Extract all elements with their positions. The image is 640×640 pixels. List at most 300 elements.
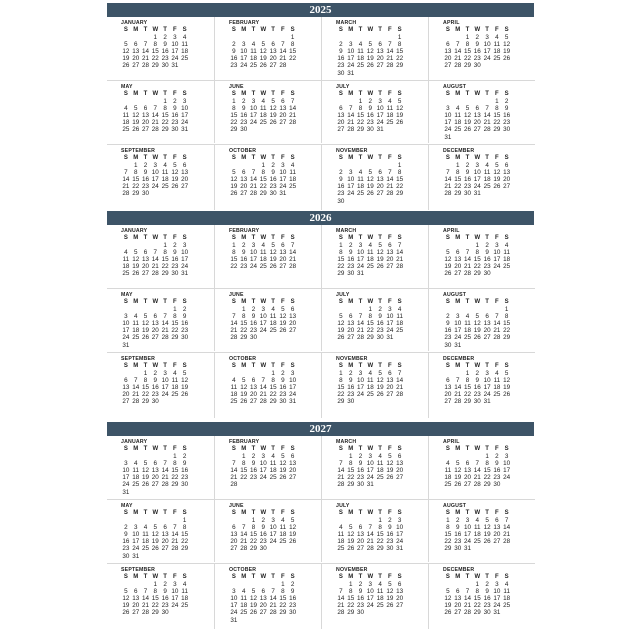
day-cell: 25 xyxy=(122,270,130,278)
month-days-table xyxy=(121,91,190,134)
empty-cell xyxy=(336,517,346,524)
day-cell: 24 xyxy=(483,55,491,63)
empty-cell xyxy=(365,198,375,205)
week-row xyxy=(336,306,405,313)
month-november-2026 xyxy=(321,352,428,418)
month-name: SEPTEMBER xyxy=(121,356,156,362)
weekday-header: T xyxy=(485,574,489,580)
empty-cell xyxy=(472,453,482,460)
day-cell: 15 xyxy=(463,384,471,392)
day-cell: 20 xyxy=(503,176,511,184)
empty-cell xyxy=(239,34,249,41)
day-cell: 7 xyxy=(358,313,363,321)
week-row xyxy=(121,460,190,467)
day-cell: 8 xyxy=(475,249,480,257)
day-cell: 17 xyxy=(249,112,257,120)
day-cell: 14 xyxy=(493,320,501,328)
weekday-header: W xyxy=(260,446,267,452)
month-name: JUNE xyxy=(229,292,244,298)
month-days-table xyxy=(443,363,512,406)
day-cell: 22 xyxy=(356,119,364,127)
empty-cell xyxy=(472,306,482,313)
empty-cell xyxy=(249,162,259,169)
empty-cell xyxy=(356,198,366,205)
weekday-header: T xyxy=(251,235,256,241)
day-cell: 12 xyxy=(454,467,462,475)
day-cell: 12 xyxy=(279,460,287,468)
day-cell: 8 xyxy=(358,105,363,113)
day-cell: 19 xyxy=(269,112,277,120)
day-cell: 8 xyxy=(173,313,177,321)
weekday-header: W xyxy=(152,510,159,516)
day-cell: 7 xyxy=(388,41,392,49)
day-cell: 19 xyxy=(171,176,179,184)
empty-cell xyxy=(375,34,385,41)
day-cell: 16 xyxy=(171,112,179,120)
day-cell: 27 xyxy=(269,62,277,70)
week-row xyxy=(229,62,298,69)
empty-cell xyxy=(385,609,395,616)
day-cell: 13 xyxy=(473,112,481,120)
day-cell: 17 xyxy=(181,256,189,264)
day-cell: 7 xyxy=(485,105,489,113)
weekday-header: T xyxy=(358,363,363,369)
day-cell: 6 xyxy=(143,105,148,113)
empty-cell xyxy=(385,34,395,41)
weekday-header: T xyxy=(378,363,382,369)
weekday-header: F xyxy=(281,363,285,369)
month-days-table xyxy=(229,299,298,342)
week-row xyxy=(121,453,190,460)
empty-cell xyxy=(288,481,298,488)
day-cell: 12 xyxy=(122,595,130,603)
day-cell: 30 xyxy=(337,69,345,77)
day-cell: 16 xyxy=(347,384,355,392)
month-september-2027 xyxy=(107,563,214,629)
week-row xyxy=(336,545,405,552)
day-cell: 15 xyxy=(279,595,287,603)
day-cell: 8 xyxy=(475,588,480,596)
day-cell: 5 xyxy=(368,41,373,49)
day-cell: 18 xyxy=(366,256,374,264)
day-cell: 1 xyxy=(133,162,138,170)
day-cell: 15 xyxy=(249,531,257,539)
day-cell: 20 xyxy=(249,391,257,399)
weekday-header: T xyxy=(251,155,256,161)
month-name: MAY xyxy=(121,84,133,90)
day-cell: 23 xyxy=(161,55,169,63)
week-row xyxy=(336,119,405,126)
day-cell: 6 xyxy=(281,98,285,106)
day-cell: 13 xyxy=(347,320,355,328)
empty-cell xyxy=(180,553,190,560)
day-cell: 11 xyxy=(122,112,130,120)
week-row xyxy=(443,105,512,112)
day-cell: 10 xyxy=(366,460,374,468)
weekday-header: S xyxy=(397,27,402,33)
empty-cell xyxy=(375,609,385,616)
day-cell: 21 xyxy=(289,112,297,120)
weekday-header: S xyxy=(397,574,402,580)
day-cell: 3 xyxy=(281,162,285,170)
week-row xyxy=(121,398,190,405)
day-cell: 21 xyxy=(454,55,462,63)
year-header: 2026 xyxy=(107,211,534,225)
day-cell: 7 xyxy=(455,377,460,385)
empty-cell xyxy=(278,481,288,488)
day-cell: 17 xyxy=(356,256,364,264)
month-name: SEPTEMBER xyxy=(121,148,156,154)
weekday-header: T xyxy=(143,574,148,580)
month-may-2027 xyxy=(107,499,214,562)
day-cell: 9 xyxy=(232,48,236,56)
empty-cell xyxy=(150,98,160,105)
day-cell: 9 xyxy=(504,105,509,113)
day-cell: 20 xyxy=(181,176,189,184)
empty-cell xyxy=(170,342,180,349)
day-cell: 14 xyxy=(473,467,481,475)
weekday-header: T xyxy=(378,27,382,33)
week-row xyxy=(121,98,190,105)
day-cell: 18 xyxy=(181,595,189,603)
empty-cell xyxy=(395,126,405,133)
empty-cell xyxy=(170,489,180,496)
day-cell: 4 xyxy=(182,34,187,42)
day-cell: 19 xyxy=(396,112,404,120)
month-march-2026 xyxy=(321,225,428,288)
day-cell: 25 xyxy=(240,609,248,617)
day-cell: 18 xyxy=(503,595,511,603)
weekday-header: F xyxy=(281,155,285,161)
week-row xyxy=(121,256,190,263)
month-days-table xyxy=(336,299,405,342)
day-cell: 30 xyxy=(337,197,345,205)
day-cell: 10 xyxy=(376,105,384,113)
month-july-2027 xyxy=(321,499,428,562)
day-cell: 5 xyxy=(504,370,509,378)
day-cell: 1 xyxy=(485,453,489,461)
day-cell: 18 xyxy=(141,538,149,546)
weekday-header: T xyxy=(378,510,382,516)
day-cell: 21 xyxy=(279,55,287,63)
day-cell: 18 xyxy=(337,538,345,546)
empty-cell xyxy=(131,581,141,588)
week-row xyxy=(443,531,512,538)
day-cell: 16 xyxy=(337,55,345,63)
day-cell: 31 xyxy=(171,62,179,70)
day-cell: 15 xyxy=(141,384,149,392)
day-cell: 2 xyxy=(290,581,295,589)
week-row xyxy=(336,398,405,405)
day-cell: 15 xyxy=(493,112,501,120)
day-cell: 15 xyxy=(259,176,267,184)
month-days-table xyxy=(336,155,405,205)
week-row xyxy=(443,588,512,595)
month-days-table xyxy=(229,446,298,489)
day-cell: 26 xyxy=(386,474,394,482)
day-cell: 11 xyxy=(503,249,510,257)
weekday-header: T xyxy=(358,27,363,33)
day-cell: 23 xyxy=(347,263,355,271)
weekday-header: T xyxy=(378,446,382,452)
week-row xyxy=(121,524,190,531)
day-cell: 5 xyxy=(261,41,266,49)
day-cell: 16 xyxy=(240,256,248,264)
day-cell: 2 xyxy=(368,98,373,106)
day-cell: 17 xyxy=(122,327,130,335)
day-cell: 3 xyxy=(271,517,275,525)
day-cell: 4 xyxy=(368,242,373,250)
month-name: MAY xyxy=(121,503,133,509)
weekday-header: T xyxy=(465,363,470,369)
day-cell: 21 xyxy=(230,474,238,482)
day-cell: 28 xyxy=(396,391,404,399)
day-cell: 13 xyxy=(240,176,248,184)
day-cell: 4 xyxy=(368,370,373,378)
day-cell: 23 xyxy=(473,55,481,63)
day-cell: 30 xyxy=(356,609,364,617)
weekday-header: T xyxy=(485,91,489,97)
day-cell: 6 xyxy=(397,453,402,461)
day-cell: 26 xyxy=(259,62,267,70)
weekday-header: S xyxy=(338,27,343,33)
month-name: JANUARY xyxy=(121,20,148,26)
day-cell: 23 xyxy=(249,327,257,335)
day-cell: 30 xyxy=(240,126,248,134)
day-cell: 20 xyxy=(386,384,394,392)
day-cell: 21 xyxy=(347,119,355,127)
day-cell: 18 xyxy=(181,48,189,56)
empty-cell xyxy=(121,98,131,105)
day-cell: 25 xyxy=(463,334,471,342)
day-cell: 8 xyxy=(163,105,167,113)
day-cell: 1 xyxy=(475,581,480,589)
day-cell: 13 xyxy=(181,169,189,177)
day-cell: 29 xyxy=(396,62,404,70)
day-cell: 11 xyxy=(181,41,188,49)
day-cell: 17 xyxy=(493,595,501,603)
day-cell: 29 xyxy=(473,270,481,278)
empty-cell xyxy=(482,190,492,197)
day-cell: 9 xyxy=(271,169,275,177)
weekday-header: F xyxy=(388,155,392,161)
week-row xyxy=(121,41,190,48)
weekday-header: M xyxy=(241,235,247,241)
day-cell: 29 xyxy=(259,190,267,198)
day-cell: 17 xyxy=(483,48,491,56)
day-cell: 17 xyxy=(366,595,374,603)
week-row xyxy=(443,270,512,277)
empty-cell xyxy=(258,617,268,624)
day-cell: 15 xyxy=(240,467,248,475)
weekday-header: S xyxy=(445,446,450,452)
day-cell: 18 xyxy=(396,320,404,328)
day-cell: 2 xyxy=(358,453,363,461)
month-february-2025 xyxy=(214,17,321,80)
day-cell: 3 xyxy=(465,517,470,525)
day-cell: 11 xyxy=(279,524,287,532)
month-days-table xyxy=(443,510,512,553)
day-cell: 19 xyxy=(493,176,501,184)
day-cell: 8 xyxy=(281,588,285,596)
day-cell: 8 xyxy=(504,313,509,321)
empty-cell xyxy=(502,270,512,277)
weekday-header: S xyxy=(123,446,128,452)
day-cell: 16 xyxy=(483,595,491,603)
week-row xyxy=(121,34,190,41)
week-row xyxy=(229,517,298,524)
day-cell: 20 xyxy=(347,327,355,335)
day-cell: 14 xyxy=(249,176,257,184)
day-cell: 9 xyxy=(475,41,480,49)
day-cell: 14 xyxy=(347,112,355,120)
day-cell: 22 xyxy=(259,183,267,191)
weekday-header: M xyxy=(455,363,461,369)
weekday-header: S xyxy=(504,155,509,161)
week-row xyxy=(443,41,512,48)
week-row xyxy=(443,249,512,256)
day-cell: 30 xyxy=(444,341,452,349)
weekday-header: T xyxy=(271,299,275,305)
weekday-header: F xyxy=(495,155,499,161)
day-cell: 7 xyxy=(339,460,343,468)
week-row xyxy=(229,460,298,467)
day-cell: 11 xyxy=(260,249,267,257)
day-cell: 27 xyxy=(240,190,248,198)
weekday-header: W xyxy=(474,446,481,452)
month-name: AUGUST xyxy=(443,292,467,298)
day-cell: 23 xyxy=(493,474,501,482)
day-cell: 25 xyxy=(122,126,130,134)
week-row xyxy=(443,242,512,249)
day-cell: 1 xyxy=(378,517,382,525)
week-row xyxy=(336,320,405,327)
day-cell: 24 xyxy=(259,474,267,482)
weekday-header: F xyxy=(281,446,285,452)
month-december-2027 xyxy=(428,563,535,629)
weekday-header: T xyxy=(163,510,167,516)
day-cell: 26 xyxy=(171,183,179,191)
month-april-2025 xyxy=(428,17,535,80)
weekday-header: S xyxy=(397,363,402,369)
weekday-header: T xyxy=(485,510,489,516)
month-december-2025 xyxy=(428,144,535,210)
month-name: AUGUST xyxy=(443,503,467,509)
day-cell: 23 xyxy=(230,62,238,70)
day-cell: 20 xyxy=(289,320,297,328)
week-row xyxy=(336,581,405,588)
day-cell: 15 xyxy=(396,176,404,184)
day-cell: 11 xyxy=(122,256,130,264)
month-october-2026 xyxy=(214,352,321,418)
weekday-header: W xyxy=(367,299,374,305)
day-cell: 2 xyxy=(232,41,236,49)
day-cell: 25 xyxy=(132,481,140,489)
month-name: NOVEMBER xyxy=(336,356,368,362)
week-row xyxy=(121,270,190,277)
day-cell: 10 xyxy=(171,588,179,596)
month-august-2025 xyxy=(428,80,535,143)
day-cell: 19 xyxy=(122,55,130,63)
empty-cell xyxy=(453,242,463,249)
day-cell: 24 xyxy=(347,62,355,70)
day-cell: 2 xyxy=(261,517,266,525)
day-cell: 26 xyxy=(122,62,130,70)
weekday-header: F xyxy=(173,363,177,369)
day-cell: 2 xyxy=(455,517,460,525)
weekday-header: S xyxy=(182,574,187,580)
day-cell: 17 xyxy=(151,176,159,184)
week-row xyxy=(121,370,190,377)
day-cell: 16 xyxy=(249,320,257,328)
week-row xyxy=(336,609,405,616)
weekday-header: T xyxy=(485,235,489,241)
empty-cell xyxy=(150,306,160,313)
day-cell: 1 xyxy=(446,517,450,525)
weekday-header: S xyxy=(231,574,236,580)
day-cell: 26 xyxy=(181,391,189,399)
day-cell: 22 xyxy=(337,391,345,399)
day-cell: 14 xyxy=(463,256,471,264)
day-cell: 18 xyxy=(366,384,374,392)
day-cell: 1 xyxy=(290,34,295,42)
empty-cell xyxy=(336,162,346,169)
day-cell: 20 xyxy=(396,467,404,475)
day-cell: 10 xyxy=(483,377,491,385)
empty-cell xyxy=(365,70,375,77)
day-cell: 1 xyxy=(163,98,167,106)
day-cell: 25 xyxy=(473,538,481,546)
day-cell: 20 xyxy=(473,119,481,127)
day-cell: 18 xyxy=(240,602,248,610)
weekday-header: S xyxy=(504,446,509,452)
day-cell: 26 xyxy=(503,55,511,63)
week-row xyxy=(336,334,405,341)
day-cell: 11 xyxy=(493,41,501,49)
day-cell: 7 xyxy=(271,588,275,596)
day-cell: 31 xyxy=(376,126,384,134)
day-cell: 31 xyxy=(454,341,462,349)
day-cell: 12 xyxy=(444,595,452,603)
week-row xyxy=(229,467,298,474)
weekday-header: S xyxy=(445,235,450,241)
day-cell: 5 xyxy=(397,98,402,106)
day-cell: 24 xyxy=(463,538,471,546)
day-cell: 1 xyxy=(368,306,373,314)
empty-cell xyxy=(150,553,160,560)
day-cell: 31 xyxy=(356,270,364,278)
day-cell: 27 xyxy=(493,538,501,546)
day-cell: 1 xyxy=(397,162,402,170)
day-cell: 5 xyxy=(475,313,480,321)
week-row xyxy=(121,609,190,616)
day-cell: 22 xyxy=(473,263,481,271)
weekday-header: S xyxy=(231,299,236,305)
day-cell: 16 xyxy=(171,256,179,264)
weekday-header: S xyxy=(504,27,509,33)
day-cell: 5 xyxy=(446,588,450,596)
empty-cell xyxy=(492,270,502,277)
day-cell: 16 xyxy=(473,48,481,56)
month-days-table xyxy=(336,574,405,617)
day-cell: 27 xyxy=(356,545,364,553)
weekday-header: T xyxy=(143,299,148,305)
weekday-header: S xyxy=(290,363,295,369)
empty-cell xyxy=(249,126,259,133)
weekday-header: M xyxy=(133,446,139,452)
week-row xyxy=(336,249,405,256)
day-cell: 7 xyxy=(339,588,343,596)
